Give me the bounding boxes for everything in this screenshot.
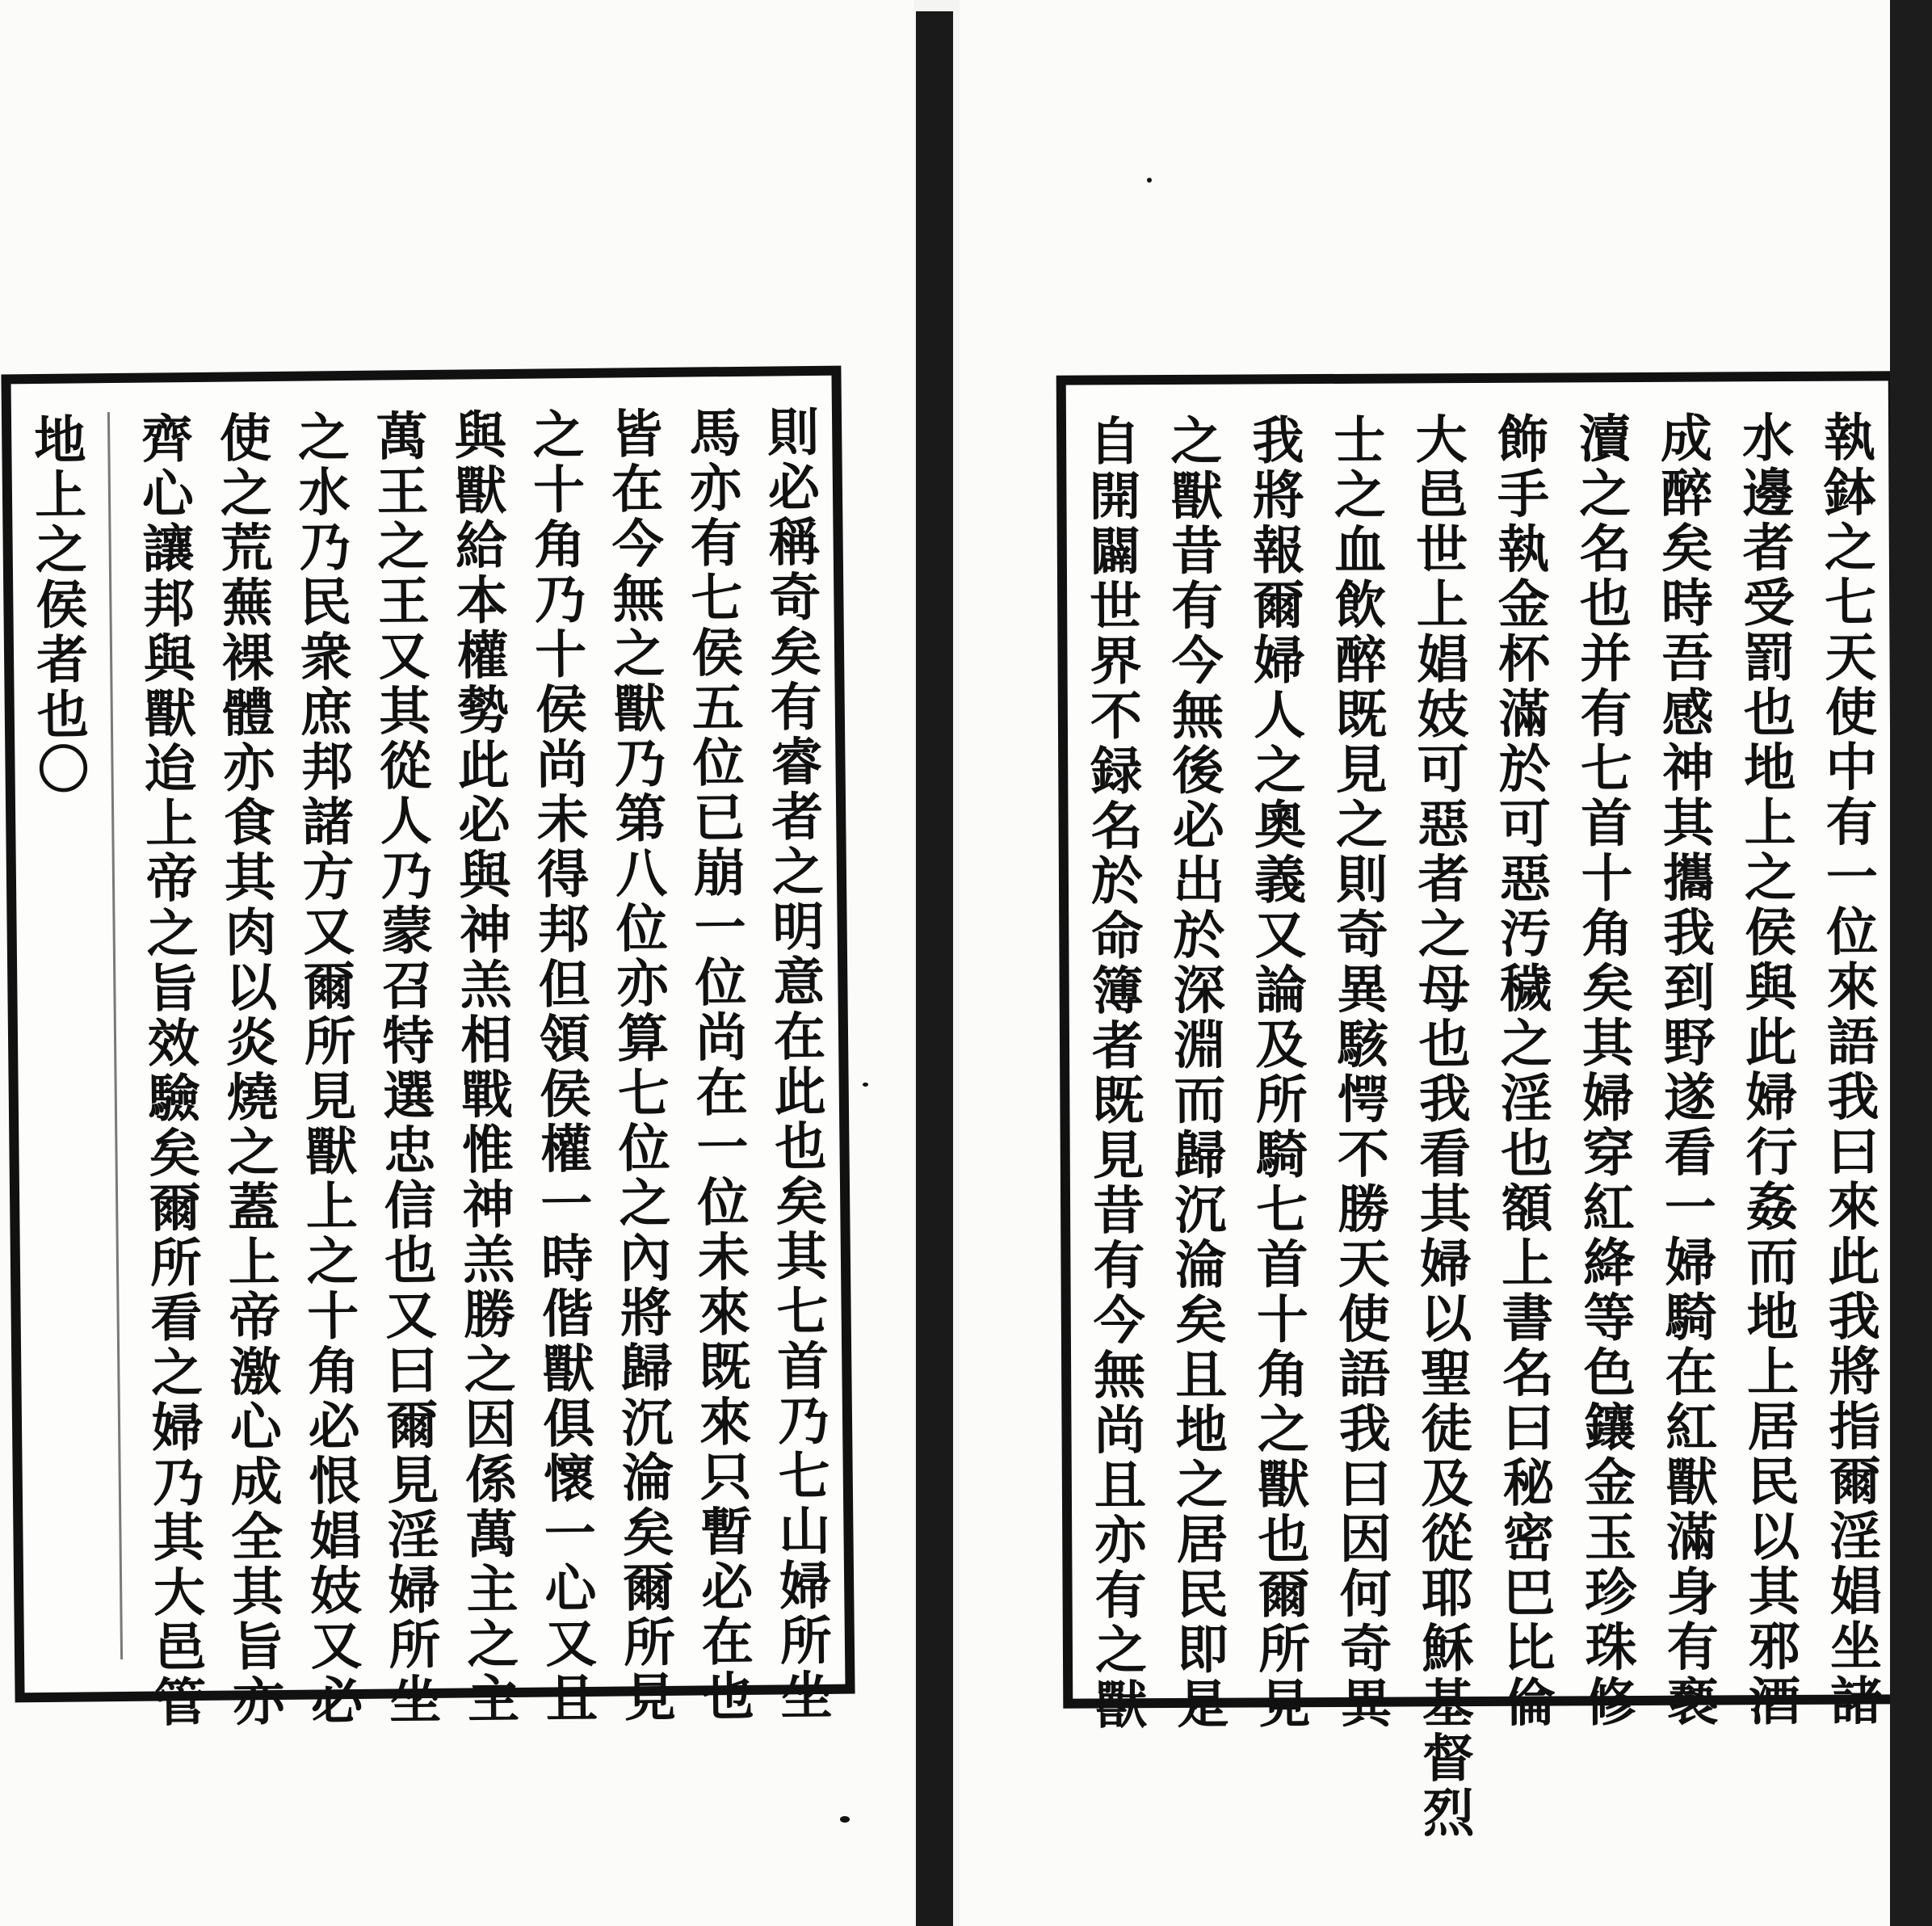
text-column: 自開闢世界不録名於命簿者既見昔有今無尚且亦有之獸: [1079, 414, 1148, 1733]
text-column: 齊心讓邦與獸迨上帝之旨效驗矣爾所看之婦乃其大邑管: [132, 411, 207, 1730]
text-column: 瀆之名也并有七首十角矣其婦穿紅絳等色鑲金玉珍珠修: [1569, 411, 1638, 1730]
book-gutter: [916, 11, 953, 1926]
right-text-frame: [1056, 371, 1905, 1841]
right-book-edge: [1890, 0, 1932, 1926]
left-page: [0, 0, 914, 1926]
text-column: 與獸給本權勢此必與神羔相戰惟神羔勝之因係萬主之主: [445, 407, 520, 1727]
ink-speck: [1147, 178, 1152, 183]
left-text-columns: [24, 404, 833, 1730]
text-column: 萬王之王又其從人乃蒙召特選忠信也又曰爾見淫婦所坐: [367, 408, 442, 1728]
text-column: 皆在今無之獸乃第八位亦算七位之內將歸沉淪矣爾所見: [602, 406, 677, 1726]
text-column: 之獸昔有今無後必出於深淵而歸沉淪矣且地之居民即是: [1161, 413, 1229, 1733]
text-column: 馬亦有七侯五位已崩一位尚在一位未來既來只暫必在也: [679, 405, 754, 1725]
text-column: 水邊者受罰也地上之侯與此婦行姦而地上居民以其邪酒: [1732, 410, 1801, 1730]
text-column: 地上之侯者也〇: [24, 412, 90, 798]
text-column: 執鉢之七天使中有一位來語我曰來此我將指爾淫娼坐諸: [1814, 410, 1883, 1729]
text-column: 士之血飲醉既見之則奇異駭愕不勝天使語我曰因何奇異: [1325, 412, 1392, 1731]
text-column: 我將報爾婦人之奧義又論及所騎七首十角之獸也爾所見: [1243, 413, 1311, 1732]
text-column: 使之荒蕪裸體亦食其肉以炎燒之蓋上帝激心成全其旨亦: [210, 410, 285, 1730]
text-column: 之水乃民衆庶邦諸方又爾所見獸上之十角必恨娼妓又必: [288, 409, 363, 1729]
ink-speck: [840, 1816, 850, 1823]
text-column: 成醉矣時吾感神其攜我到野遂看一婦騎在紅獸滿身有褻: [1651, 410, 1720, 1730]
column-divider: [107, 412, 123, 1659]
ink-speck: [863, 1083, 868, 1087]
text-column: 大邑世上娼妓可惡者之母也我看其婦以聖徒及從耶穌基督烈: [1406, 412, 1475, 1841]
left-text-frame: [1, 366, 855, 1730]
text-column: 則必稱奇矣有睿者之明意在此也矣其七首乃七山婦所坐: [758, 404, 833, 1724]
text-column: 之十角乃十侯尚未得邦但領侯權一時偕獸俱懷一心又且: [523, 406, 598, 1726]
text-column: 飾手執金杯滿於可惡汚穢之淫也額上書名曰秘密巴比倫: [1488, 411, 1556, 1730]
right-text-columns: [1079, 410, 1883, 1841]
